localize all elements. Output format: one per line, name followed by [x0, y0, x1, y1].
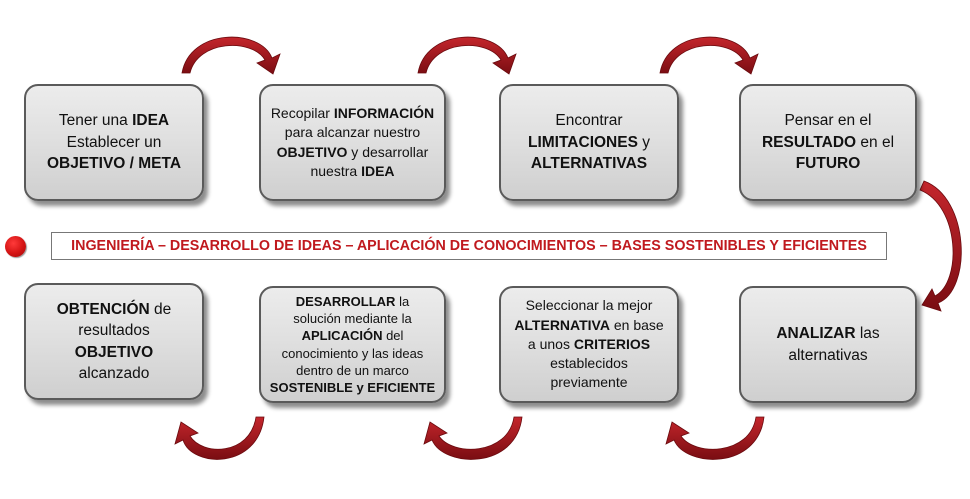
step-line [271, 162, 434, 181]
step-line [270, 345, 435, 362]
arrow-analizar-to-seleccionar [666, 417, 764, 459]
step-text: de [149, 300, 172, 318]
step-text: Pensar en el [784, 112, 872, 130]
step-text: resultados [78, 322, 150, 340]
step-line [514, 316, 663, 335]
step-resultado-text [762, 110, 894, 174]
step-text: solución mediante la [293, 311, 412, 327]
step-keyword: OBJETIVO [276, 143, 348, 160]
step-analizar-text [776, 323, 879, 366]
step-line [762, 132, 894, 153]
step-text: dentro de un marco [296, 362, 409, 378]
step-keyword: ALTERNATIVAS [530, 155, 648, 173]
step-keyword: OBJETIVO / META [46, 155, 182, 173]
banner: INGENIERÍA – DESARROLLO DE IDEAS – APLICACIÓN DE CONOCIMIENTOS – BASES SOSTENIBLES Y EFICIENTES [51, 232, 887, 260]
step-text: establecidos [550, 355, 628, 372]
arrow-seleccionar-to-desarrollar [424, 417, 522, 459]
step-line [514, 335, 663, 354]
step-idea-text [47, 110, 181, 174]
step-line [528, 110, 650, 131]
step-line [270, 327, 435, 344]
step-text: alternativas [788, 346, 868, 364]
step-text: a unos [527, 335, 574, 352]
step-line [776, 345, 879, 366]
step-line [57, 363, 172, 384]
step-line [528, 132, 650, 153]
step-line [528, 153, 650, 174]
step-seleccionar-text [514, 296, 663, 393]
step-keyword: ALTERNATIVA [514, 316, 610, 333]
step-line [47, 110, 181, 131]
step-text: Tener una [58, 112, 133, 130]
bullet-dot [5, 236, 26, 257]
step-text: Seleccionar la mejor [525, 297, 653, 314]
step-line [270, 293, 435, 310]
step-line [47, 132, 181, 153]
step-line [271, 104, 434, 123]
step-keyword: OBTENCIÓN [56, 300, 150, 318]
step-keyword: IDEA [132, 112, 170, 130]
step-desarrollar-text [270, 293, 435, 396]
step-line [57, 320, 172, 341]
step-keyword: DESARROLLAR [295, 294, 396, 310]
step-obtencion-text [57, 299, 172, 385]
step-text: Encontrar [555, 112, 623, 130]
step-text: nuestra [310, 162, 362, 179]
step-resultado [739, 84, 917, 201]
step-text: del [382, 328, 404, 344]
step-line [271, 143, 434, 162]
step-keyword: CRITERIOS [573, 335, 651, 352]
step-line [57, 342, 172, 363]
step-keyword: IDEA [361, 162, 395, 179]
step-line [57, 299, 172, 320]
step-text: alcanzado [78, 364, 150, 382]
step-line [270, 362, 435, 379]
step-text: en base [609, 316, 664, 333]
step-limitaciones-text [528, 110, 650, 174]
step-desarrollar [259, 286, 446, 403]
step-keyword: LIMITACIONES [528, 133, 638, 151]
step-text: la [395, 294, 410, 310]
step-keyword: ANALIZAR [776, 325, 856, 343]
step-limitaciones [499, 84, 679, 201]
arrow-informacion-to-limitaciones [418, 37, 516, 74]
arrow-idea-to-informacion [182, 37, 280, 74]
step-text: previamente [550, 374, 628, 391]
step-line [270, 379, 435, 396]
step-idea [24, 84, 204, 201]
step-text: Establecer un [66, 133, 162, 151]
step-text: Recopilar [270, 104, 334, 121]
step-line [762, 153, 894, 174]
step-informacion [259, 84, 446, 201]
step-line [514, 373, 663, 392]
step-text: y desarrollar [347, 143, 429, 160]
step-text: y [637, 133, 650, 151]
step-line [776, 323, 879, 344]
step-line [514, 354, 663, 373]
arrow-resultado-to-analizar [920, 181, 961, 311]
step-line [271, 123, 434, 142]
step-line [270, 310, 435, 327]
step-analizar [739, 286, 917, 403]
step-line [762, 110, 894, 131]
step-keyword: INFORMACIÓN [333, 104, 435, 121]
step-keyword: RESULTADO [761, 133, 857, 151]
step-informacion-text [271, 104, 434, 181]
step-text: las [855, 325, 880, 343]
step-line [514, 296, 663, 315]
step-text: en el [856, 133, 895, 151]
arrow-limitaciones-to-resultado [660, 37, 758, 74]
step-keyword: FUTURO [795, 155, 861, 173]
step-keyword: APLICACIÓN [301, 328, 383, 344]
step-obtencion [24, 283, 204, 400]
step-line [47, 153, 181, 174]
step-text: para alcanzar nuestro [284, 124, 421, 141]
arrow-desarrollar-to-obtencion [175, 417, 264, 459]
step-keyword: SOSTENIBLE y EFICIENTE [269, 379, 436, 395]
step-seleccionar [499, 286, 679, 403]
step-keyword: OBJETIVO [74, 343, 154, 361]
step-text: conocimiento y las ideas [281, 345, 424, 361]
